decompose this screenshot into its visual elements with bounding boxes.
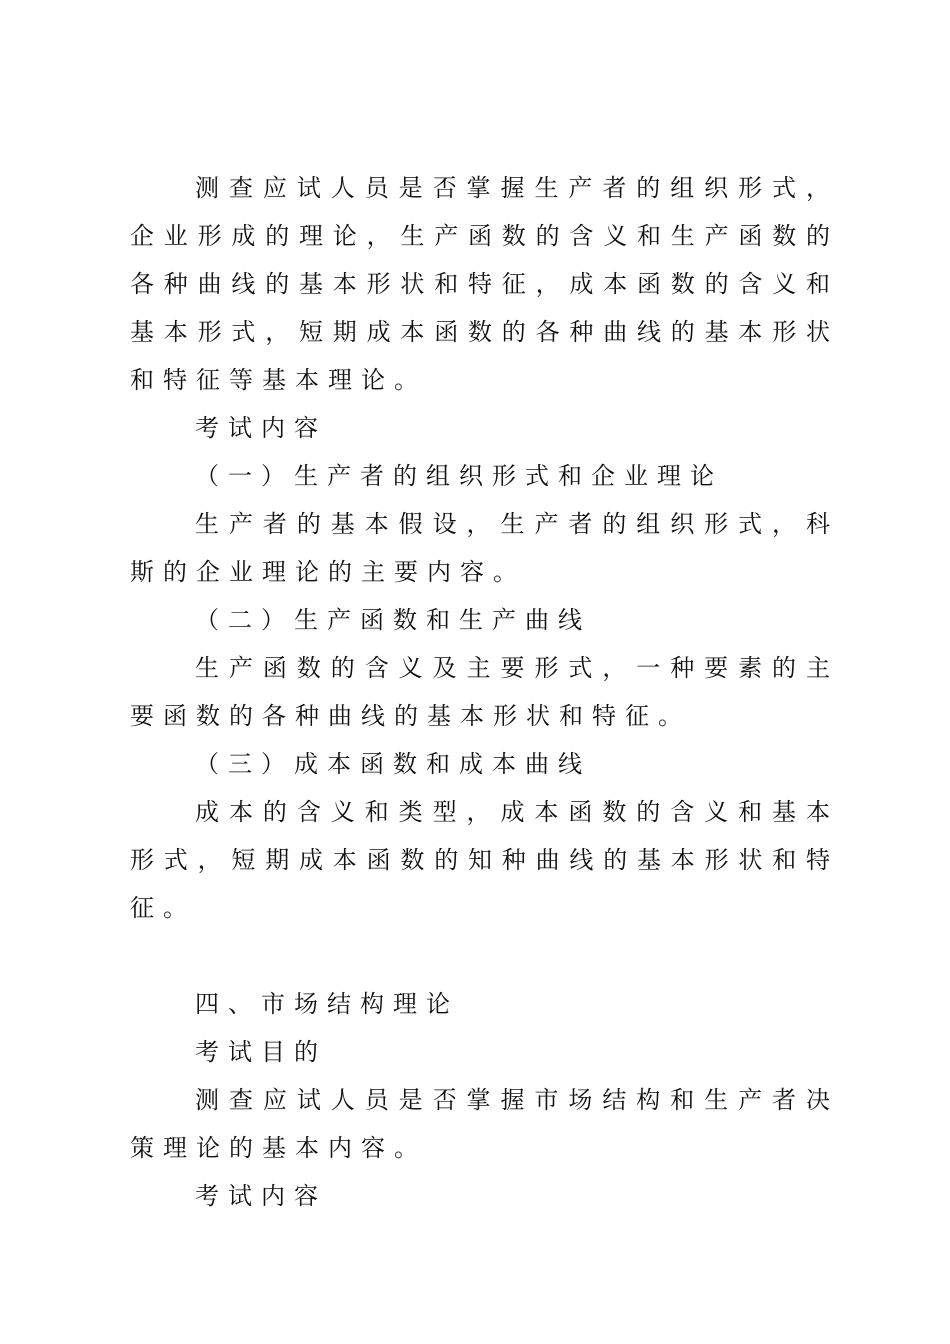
section-2-line-2: 要函数的各种曲线的基本形状和特征。 bbox=[130, 702, 691, 730]
section-1-line-2: 斯的企业理论的主要内容。 bbox=[130, 558, 526, 586]
section-3-line-2: 形式，短期成本函数的知种曲线的基本形状和特 bbox=[130, 846, 830, 874]
exam-content-heading: 考试内容 bbox=[195, 414, 327, 442]
paragraph-1-line-2: 企业形成的理论，生产函数的含义和生产函数的 bbox=[130, 222, 830, 250]
exam-purpose-heading: 考试目的 bbox=[195, 1038, 327, 1066]
paragraph-1-line-5: 和特征等基本理论。 bbox=[130, 366, 427, 394]
section-3-line-1: 成本的含义和类型，成本函数的含义和基本 bbox=[195, 798, 830, 826]
paragraph-1-line-3: 各种曲线的基本形状和特征，成本函数的含义和 bbox=[130, 270, 830, 298]
chapter-4-line-1: 测查应试人员是否掌握市场结构和生产者决 bbox=[195, 1086, 830, 1114]
section-3-line-3: 征。 bbox=[130, 894, 196, 922]
paragraph-1-line-4: 基本形式，短期成本函数的各种曲线的基本形状 bbox=[130, 318, 830, 346]
chapter-4-exam-content-heading: 考试内容 bbox=[195, 1182, 327, 1210]
section-1-heading: （一）生产者的组织形式和企业理论 bbox=[195, 462, 723, 490]
paragraph-1-line-1: 测查应试人员是否掌握生产者的组织形式， bbox=[195, 174, 830, 202]
section-1-line-1: 生产者的基本假设，生产者的组织形式，科 bbox=[195, 510, 830, 538]
section-3-heading: （三）成本函数和成本曲线 bbox=[195, 750, 591, 778]
chapter-4-heading: 四、市场结构理论 bbox=[195, 990, 459, 1018]
chapter-4-line-2: 策理论的基本内容。 bbox=[130, 1134, 427, 1162]
section-2-line-1: 生产函数的含义及主要形式，一种要素的主 bbox=[195, 654, 830, 682]
section-2-heading: （二）生产函数和生产曲线 bbox=[195, 606, 591, 634]
